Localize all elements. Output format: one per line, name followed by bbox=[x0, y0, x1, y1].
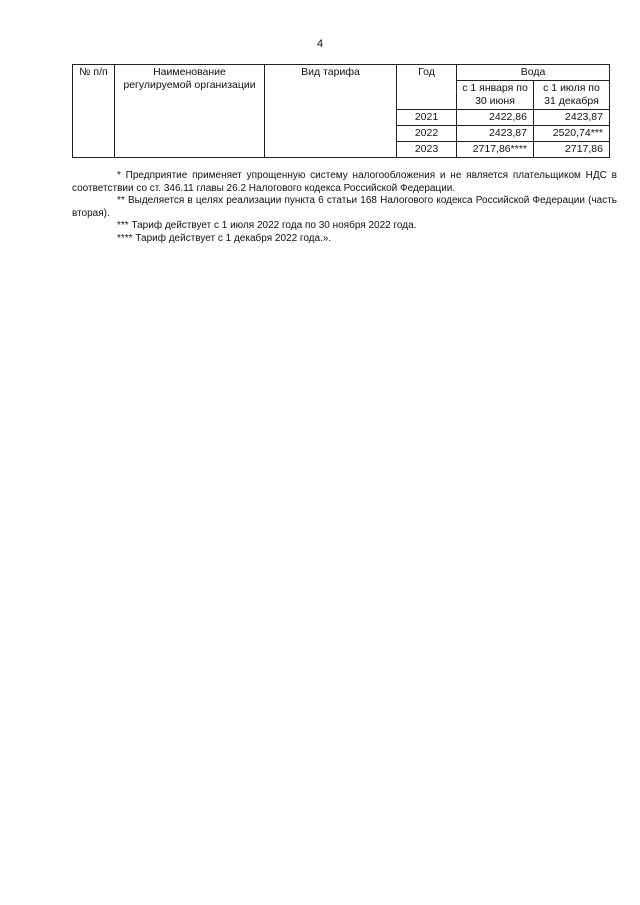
row-year: 2023 bbox=[397, 142, 457, 158]
row-year: 2022 bbox=[397, 126, 457, 142]
header-org: Наименование регулируемой организации bbox=[115, 65, 265, 158]
header-num: № п/п bbox=[73, 65, 115, 158]
tariff-table bbox=[72, 64, 610, 158]
footnote-1: * Предприятие применяет упрощенную систему налогообложения и не является плательщиком НДС в соответствии со ст. 346.11 главы 26.2 Налогового кодекса Российской Федерации. bbox=[72, 170, 617, 194]
row-year: 2021 bbox=[397, 110, 457, 126]
footnotes bbox=[72, 170, 617, 245]
header-year: Год bbox=[397, 65, 457, 110]
footnote-2: ** Выделяется в целях реализации пункта 6 статьи 168 Налогового кодекса Российской Федерации (часть вторая). bbox=[72, 195, 617, 219]
header-period-2: с 1 июля по 31 декабря bbox=[534, 81, 610, 110]
footnote-3: *** Тариф действует с 1 июля 2022 года по 30 ноября 2022 года. bbox=[117, 220, 417, 231]
row-value-period-2: 2520,74*** bbox=[534, 126, 610, 142]
table-header-row bbox=[73, 65, 610, 81]
header-tariff-type: Вид тарифа bbox=[265, 65, 397, 158]
page-number: 4 bbox=[316, 38, 324, 50]
row-value-period-2: 2423,87 bbox=[534, 110, 610, 126]
row-value-period-2: 2717,86 bbox=[534, 142, 610, 158]
row-value-period-1: 2717,86**** bbox=[457, 142, 534, 158]
row-value-period-1: 2423,87 bbox=[457, 126, 534, 142]
header-water: Вода bbox=[457, 65, 610, 81]
header-period-1: с 1 января по 30 июня bbox=[457, 81, 534, 110]
row-value-period-1: 2422,86 bbox=[457, 110, 534, 126]
footnote-4: **** Тариф действует с 1 декабря 2022 года.». bbox=[117, 232, 332, 244]
